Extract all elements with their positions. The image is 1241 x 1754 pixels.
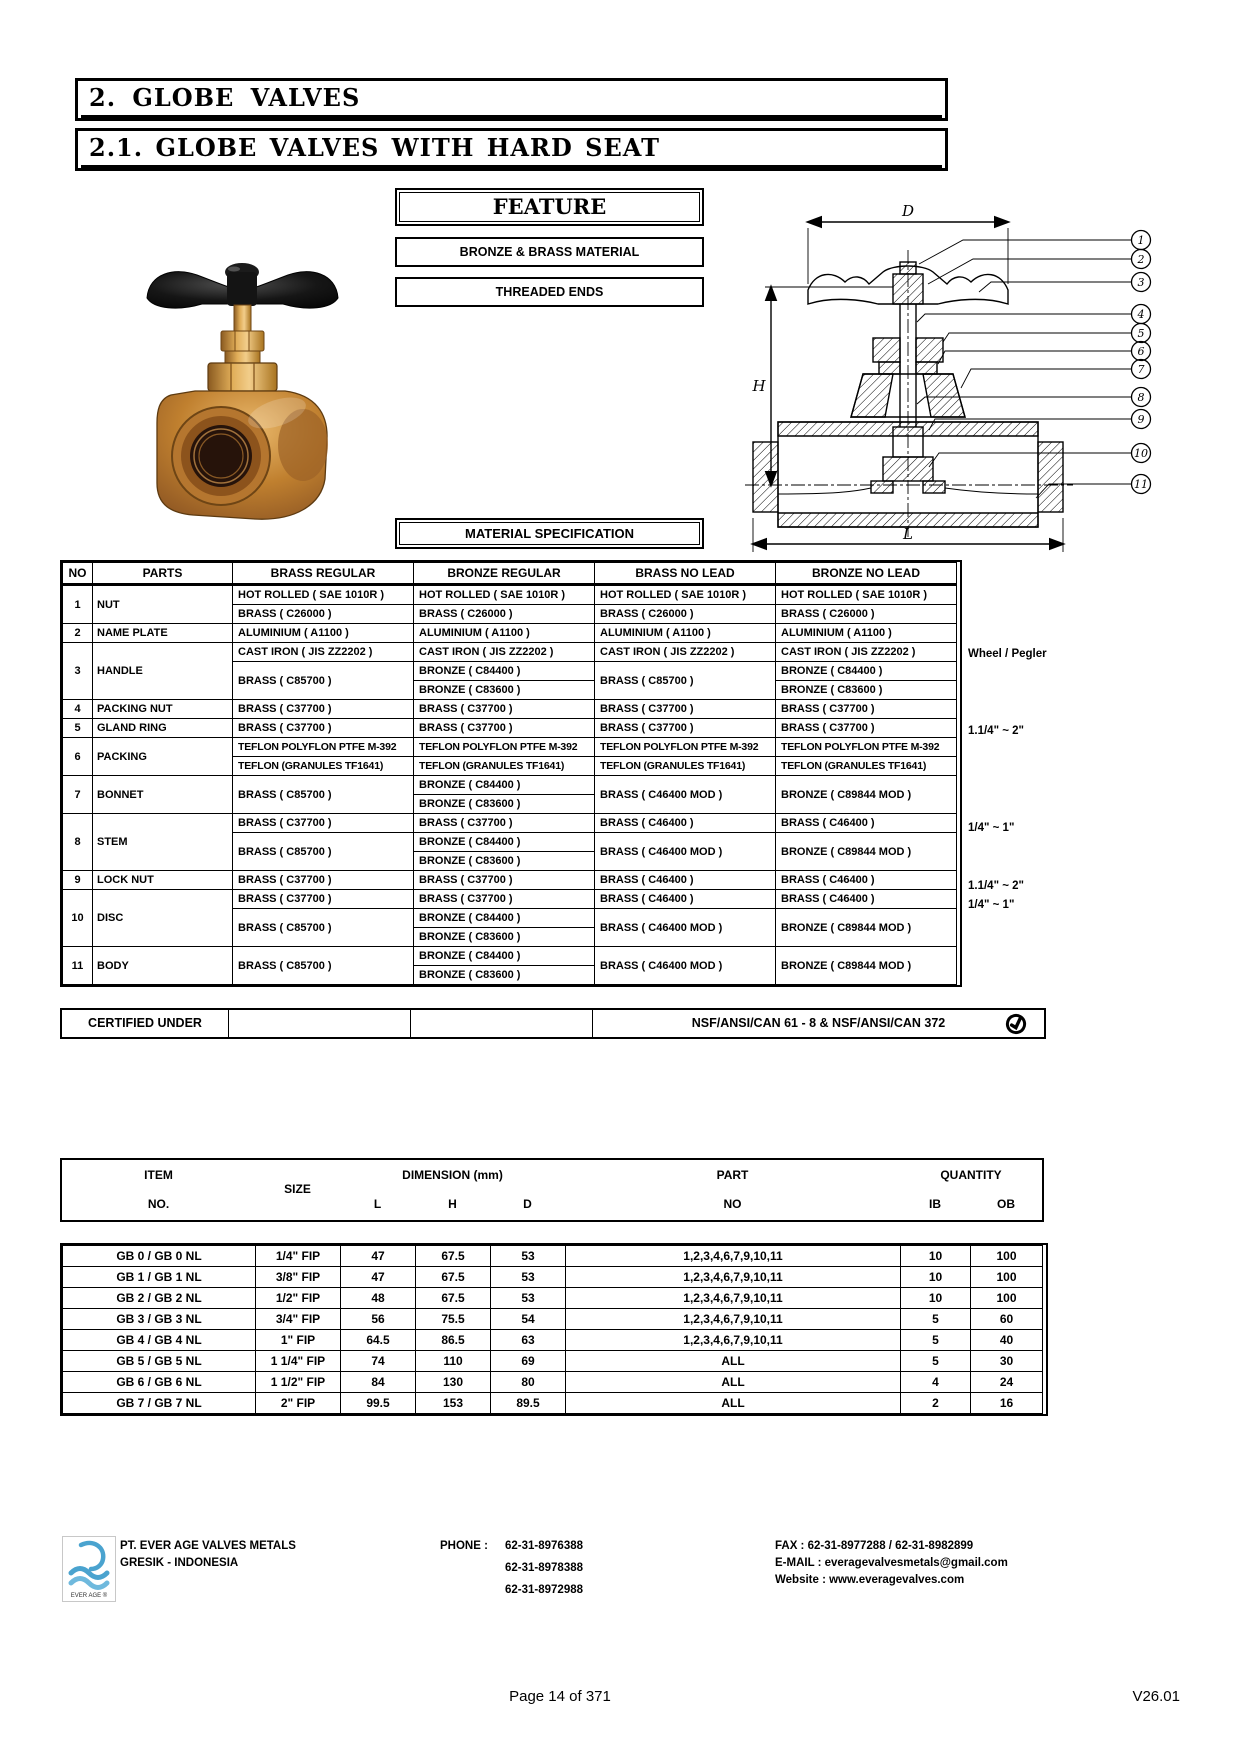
dim-header-dimension: DIMENSION (mm) <box>402 1168 503 1182</box>
table-cell: ALL <box>566 1393 901 1414</box>
table-cell: GB 4 / GB 4 NL <box>63 1330 256 1351</box>
table-cell: 60 <box>971 1309 1043 1330</box>
section-title: 2. GLOBE VALVES <box>81 81 942 118</box>
table-cell: 10 <box>901 1288 971 1309</box>
spec-header-row <box>63 563 957 585</box>
table-cell: BRASS ( C85700 ) <box>233 662 414 700</box>
table-cell: BRASS ( C37700 ) <box>414 814 595 833</box>
table-cell: 54 <box>491 1309 566 1330</box>
table-cell: 100 <box>971 1246 1043 1267</box>
table-row <box>63 738 957 757</box>
feature-heading-box <box>395 188 704 226</box>
spec-heading: MATERIAL SPECIFICATION <box>399 522 700 545</box>
table-cell: 40 <box>971 1330 1043 1351</box>
table-row <box>63 1267 1043 1288</box>
table-cell: BRONZE ( C84400 ) <box>414 947 595 966</box>
table-cell: BRASS ( C46400 ) <box>776 890 957 909</box>
table-cell: 100 <box>971 1288 1043 1309</box>
table-cell: 1,2,3,4,6,7,9,10,11 <box>566 1246 901 1267</box>
table-cell: 48 <box>341 1288 416 1309</box>
table-cell: BRONZE ( C89844 MOD ) <box>776 909 957 947</box>
table-cell: 1 1/2" FIP <box>256 1372 341 1393</box>
table-cell: BRASS ( C26000 ) <box>776 605 957 624</box>
table-cell: 1/4" FIP <box>256 1246 341 1267</box>
table-cell: ALUMINIUM ( A1100 ) <box>233 624 414 643</box>
version-label: V26.01 <box>1132 1688 1180 1705</box>
feature-item-material: BRONZE & BRASS MATERIAL <box>459 245 640 259</box>
table-cell: TEFLON (GRANULES TF1641) <box>776 757 957 776</box>
table-cell: GB 6 / GB 6 NL <box>63 1372 256 1393</box>
table-cell: BRONZE ( C83600 ) <box>776 681 957 700</box>
table-cell: 53 <box>491 1267 566 1288</box>
table-row <box>63 700 957 719</box>
table-cell: ALUMINIUM ( A1100 ) <box>595 624 776 643</box>
table-cell: 53 <box>491 1246 566 1267</box>
table-cell: TEFLON (GRANULES TF1641) <box>414 757 595 776</box>
table-cell: 1" FIP <box>256 1330 341 1351</box>
table-cell: BRASS ( C26000 ) <box>595 605 776 624</box>
spec-col-bronze-no-lead: BRONZE NO LEAD <box>776 563 957 585</box>
balloon-number: 11 <box>1134 478 1148 491</box>
subsection-title: 2.1. GLOBE VALVES WITH HARD SEAT <box>81 131 942 168</box>
balloon-number: 1 <box>1137 234 1145 247</box>
table-cell: BRASS ( C46400 ) <box>595 871 776 890</box>
table-cell: 8 <box>63 814 93 871</box>
table-cell: BONNET <box>93 776 233 814</box>
website-line: Website : www.everagevalves.com <box>775 1574 965 1586</box>
table-cell: CAST IRON ( JIS ZZ2202 ) <box>776 643 957 662</box>
table-row <box>63 1393 1043 1414</box>
valve-photo <box>135 243 350 528</box>
table-cell: BRASS ( C46400 ) <box>595 890 776 909</box>
table-cell: 3 <box>63 643 93 700</box>
table-cell: 75.5 <box>416 1309 491 1330</box>
table-cell: BRASS ( C37700 ) <box>233 719 414 738</box>
table-cell: BRASS ( C46400 ) <box>776 814 957 833</box>
table-cell: 47 <box>341 1267 416 1288</box>
table-cell: HOT ROLLED ( SAE 1010R ) <box>776 585 957 605</box>
table-cell: CAST IRON ( JIS ZZ2202 ) <box>233 643 414 662</box>
table-cell: BODY <box>93 947 233 985</box>
table-cell: BRONZE ( C89844 MOD ) <box>776 947 957 985</box>
table-cell: BRASS ( C26000 ) <box>233 605 414 624</box>
subsection-title-bar <box>75 128 948 171</box>
table-cell: CAST IRON ( JIS ZZ2202 ) <box>414 643 595 662</box>
company-logo <box>62 1536 116 1602</box>
table-cell: GB 1 / GB 1 NL <box>63 1267 256 1288</box>
certified-empty-cell <box>411 1010 593 1037</box>
section-title-bar <box>75 78 948 121</box>
table-cell: TEFLON POLYFLON PTFE M-392 <box>776 738 957 757</box>
dim-label-l: L <box>903 525 913 543</box>
table-cell: TEFLON POLYFLON PTFE M-392 <box>595 738 776 757</box>
table-cell: BRONZE ( C84400 ) <box>414 776 595 795</box>
table-cell: 47 <box>341 1246 416 1267</box>
table-cell: TEFLON (GRANULES TF1641) <box>595 757 776 776</box>
table-cell: HANDLE <box>93 643 233 700</box>
table-row <box>63 814 957 833</box>
table-cell: ALL <box>566 1351 901 1372</box>
table-cell: 1,2,3,4,6,7,9,10,11 <box>566 1309 901 1330</box>
table-cell: BRASS ( C37700 ) <box>233 700 414 719</box>
table-cell: 1,2,3,4,6,7,9,10,11 <box>566 1330 901 1351</box>
table-cell: 1 1/4" FIP <box>256 1351 341 1372</box>
table-cell: 6 <box>63 738 93 776</box>
table-row <box>63 643 957 662</box>
table-cell: BRONZE ( C84400 ) <box>414 909 595 928</box>
table-cell: 100 <box>971 1267 1043 1288</box>
dim-header-quantity: QUANTITY <box>940 1168 1002 1182</box>
table-cell: BRASS ( C37700 ) <box>414 890 595 909</box>
table-cell: DISC <box>93 890 233 947</box>
table-cell: 1,2,3,4,6,7,9,10,11 <box>566 1288 901 1309</box>
table-row <box>63 1372 1043 1393</box>
table-cell: HOT ROLLED ( SAE 1010R ) <box>595 585 776 605</box>
table-cell: BRONZE ( C83600 ) <box>414 852 595 871</box>
certified-value: NSF/ANSI/CAN 61 - 8 & NSF/ANSI/CAN 372 <box>691 1016 946 1030</box>
phone-number-3: 62-31-8972988 <box>505 1584 584 1596</box>
table-cell: 53 <box>491 1288 566 1309</box>
dim-header-part: PART <box>716 1168 749 1182</box>
table-cell: BRONZE ( C84400 ) <box>776 662 957 681</box>
fax-line: FAX : 62-31-8977288 / 62-31-8982899 <box>775 1540 974 1552</box>
balloon-number: 3 <box>1137 276 1145 289</box>
table-cell: 24 <box>971 1372 1043 1393</box>
balloon-number: 10 <box>1134 447 1148 460</box>
phone-number-2: 62-31-8978388 <box>505 1562 584 1574</box>
dim-table-wrap <box>60 1243 1048 1416</box>
table-cell: 10 <box>63 890 93 947</box>
table-cell: LOCK NUT <box>93 871 233 890</box>
dim-header-item-no: NO. <box>147 1197 170 1211</box>
table-cell: BRASS ( C85700 ) <box>233 909 414 947</box>
table-row <box>63 1288 1043 1309</box>
table-cell: 64.5 <box>341 1330 416 1351</box>
spec-col-bronze-regular: BRONZE REGULAR <box>414 563 595 585</box>
table-cell: 130 <box>416 1372 491 1393</box>
email-line: E-MAIL : everagevalvesmetals@gmail.com <box>775 1557 1008 1569</box>
balloon-number: 7 <box>1137 363 1145 376</box>
table-cell: NAME PLATE <box>93 624 233 643</box>
dim-header-ob: OB <box>997 1197 1015 1211</box>
dim-label-d: D <box>901 202 915 220</box>
dimension-table <box>62 1245 1043 1414</box>
annotation-disc: 1/4" ~ 1" <box>968 899 1015 911</box>
table-cell: BRASS ( C85700 ) <box>233 833 414 871</box>
balloon-number: 2 <box>1137 253 1145 266</box>
feature-item-box <box>395 277 704 307</box>
certification-mark-icon <box>1004 1012 1028 1036</box>
table-cell: 4 <box>901 1372 971 1393</box>
table-cell: TEFLON POLYFLON PTFE M-392 <box>414 738 595 757</box>
table-cell: BRASS ( C46400 ) <box>595 814 776 833</box>
table-cell: 99.5 <box>341 1393 416 1414</box>
spec-col-brass-regular: BRASS REGULAR <box>233 563 414 585</box>
table-cell: 69 <box>491 1351 566 1372</box>
table-row <box>63 890 957 909</box>
certified-value-cell <box>593 1010 1044 1037</box>
table-row <box>63 719 957 738</box>
table-cell: 10 <box>901 1267 971 1288</box>
balloon-number: 9 <box>1137 413 1145 426</box>
table-cell: BRASS ( C37700 ) <box>414 719 595 738</box>
dim-header-item: ITEM <box>144 1168 173 1182</box>
table-cell: 74 <box>341 1351 416 1372</box>
table-cell: 153 <box>416 1393 491 1414</box>
balloon-number: 5 <box>1137 327 1145 340</box>
table-cell: 63 <box>491 1330 566 1351</box>
table-cell: GB 7 / GB 7 NL <box>63 1393 256 1414</box>
table-cell: 1,2,3,4,6,7,9,10,11 <box>566 1267 901 1288</box>
feature-item-threaded: THREADED ENDS <box>495 285 604 299</box>
page-number: Page 14 of 371 <box>509 1688 611 1705</box>
table-cell: BRONZE ( C83600 ) <box>414 928 595 947</box>
table-cell: 5 <box>901 1351 971 1372</box>
table-cell: NUT <box>93 585 233 624</box>
table-cell: 110 <box>416 1351 491 1372</box>
spec-col-parts: PARTS <box>93 563 233 585</box>
table-cell: ALUMINIUM ( A1100 ) <box>776 624 957 643</box>
table-cell: 5 <box>63 719 93 738</box>
table-cell: BRASS ( C37700 ) <box>414 871 595 890</box>
table-cell: BRASS ( C85700 ) <box>595 662 776 700</box>
table-cell: 4 <box>63 700 93 719</box>
table-cell: BRASS ( C37700 ) <box>414 700 595 719</box>
spec-col-brass-no-lead: BRASS NO LEAD <box>595 563 776 585</box>
table-cell: 84 <box>341 1372 416 1393</box>
spec-table-wrap <box>60 560 962 987</box>
table-cell: 67.5 <box>416 1246 491 1267</box>
table-cell: 67.5 <box>416 1267 491 1288</box>
certified-empty-cell <box>229 1010 411 1037</box>
table-cell: 2 <box>901 1393 971 1414</box>
company-name: PT. EVER AGE VALVES METALS <box>120 1540 296 1552</box>
table-cell: GB 2 / GB 2 NL <box>63 1288 256 1309</box>
table-cell: BRONZE ( C84400 ) <box>414 662 595 681</box>
dim-label-h: H <box>752 377 766 395</box>
table-cell: GLAND RING <box>93 719 233 738</box>
table-cell: HOT ROLLED ( SAE 1010R ) <box>414 585 595 605</box>
table-cell: 16 <box>971 1393 1043 1414</box>
table-row <box>63 624 957 643</box>
spec-table-body <box>63 585 957 985</box>
company-city: GRESIK - INDONESIA <box>120 1557 239 1569</box>
table-cell: BRASS ( C46400 MOD ) <box>595 947 776 985</box>
table-row <box>63 776 957 795</box>
table-cell: 89.5 <box>491 1393 566 1414</box>
dim-header-d: D <box>523 1197 532 1211</box>
feature-item-box <box>395 237 704 267</box>
dim-table-header <box>60 1158 1044 1222</box>
table-cell: GB 0 / GB 0 NL <box>63 1246 256 1267</box>
table-row <box>63 585 957 605</box>
valve-diagram <box>733 192 1203 570</box>
table-cell: BRASS ( C46400 ) <box>776 871 957 890</box>
table-cell: TEFLON (GRANULES TF1641) <box>233 757 414 776</box>
table-cell: BRASS ( C46400 MOD ) <box>595 776 776 814</box>
table-cell: GB 5 / GB 5 NL <box>63 1351 256 1372</box>
table-cell: 67.5 <box>416 1288 491 1309</box>
table-cell: 9 <box>63 871 93 890</box>
ever-age-logo-icon <box>63 1537 115 1601</box>
dim-table-body <box>63 1246 1043 1414</box>
table-cell: BRONZE ( C83600 ) <box>414 795 595 814</box>
table-row <box>63 947 957 966</box>
table-cell: BRASS ( C37700 ) <box>233 871 414 890</box>
table-cell: PACKING NUT <box>93 700 233 719</box>
table-cell: CAST IRON ( JIS ZZ2202 ) <box>595 643 776 662</box>
logo-text: EVER AGE ® <box>70 1593 108 1599</box>
table-cell: 2 <box>63 624 93 643</box>
table-cell: BRONZE ( C84400 ) <box>414 833 595 852</box>
table-row <box>63 1330 1043 1351</box>
table-row <box>63 1246 1043 1267</box>
dim-header-h: H <box>448 1197 457 1211</box>
balloon-number: 4 <box>1137 308 1145 321</box>
balloon-number: 6 <box>1137 345 1145 358</box>
phone-label: PHONE : <box>440 1540 488 1552</box>
certified-label: CERTIFIED UNDER <box>62 1010 229 1037</box>
certified-bar <box>60 1008 1046 1039</box>
feature-heading: FEATURE <box>399 192 700 222</box>
annotation-gland-ring: 1.1/4" ~ 2" <box>968 725 1024 737</box>
table-cell: PACKING <box>93 738 233 776</box>
table-cell: TEFLON POLYFLON PTFE M-392 <box>233 738 414 757</box>
dim-header-ib: IB <box>929 1197 941 1211</box>
table-cell: HOT ROLLED ( SAE 1010R ) <box>233 585 414 605</box>
balloon-number: 8 <box>1137 391 1145 404</box>
table-cell: BRASS ( C26000 ) <box>414 605 595 624</box>
annotation-stem: 1/4" ~ 1" <box>968 822 1015 834</box>
table-cell: 7 <box>63 776 93 814</box>
table-cell: 5 <box>901 1330 971 1351</box>
table-cell: 30 <box>971 1351 1043 1372</box>
table-cell: BRASS ( C46400 MOD ) <box>595 833 776 871</box>
table-cell: 1/2" FIP <box>256 1288 341 1309</box>
table-cell: 2" FIP <box>256 1393 341 1414</box>
table-cell: 5 <box>901 1309 971 1330</box>
table-row <box>63 871 957 890</box>
table-cell: GB 3 / GB 3 NL <box>63 1309 256 1330</box>
table-cell: 3/8" FIP <box>256 1267 341 1288</box>
table-cell: BRASS ( C37700 ) <box>233 814 414 833</box>
annotation-lock-nut: 1.1/4" ~ 2" <box>968 880 1024 892</box>
table-cell: BRONZE ( C89844 MOD ) <box>776 776 957 814</box>
table-cell: 10 <box>901 1246 971 1267</box>
table-cell: BRASS ( C37700 ) <box>776 700 957 719</box>
table-cell: BRONZE ( C83600 ) <box>414 966 595 985</box>
table-cell: BRONZE ( C83600 ) <box>414 681 595 700</box>
dim-header-l: L <box>373 1197 382 1211</box>
table-cell: BRASS ( C37700 ) <box>776 719 957 738</box>
table-cell: BRASS ( C37700 ) <box>595 719 776 738</box>
table-row <box>63 1309 1043 1330</box>
table-cell: 11 <box>63 947 93 985</box>
table-cell: BRASS ( C85700 ) <box>233 947 414 985</box>
table-cell: BRASS ( C37700 ) <box>233 890 414 909</box>
table-cell: BRASS ( C85700 ) <box>233 776 414 814</box>
table-cell: STEM <box>93 814 233 871</box>
table-cell: 80 <box>491 1372 566 1393</box>
table-cell: 86.5 <box>416 1330 491 1351</box>
table-cell: ALL <box>566 1372 901 1393</box>
dim-header-size: SIZE <box>284 1182 311 1196</box>
table-cell: 1 <box>63 585 93 624</box>
spec-heading-box <box>395 518 704 549</box>
spec-col-no: NO <box>63 563 93 585</box>
table-cell: 3/4" FIP <box>256 1309 341 1330</box>
table-cell: 56 <box>341 1309 416 1330</box>
table-cell: BRASS ( C46400 MOD ) <box>595 909 776 947</box>
table-cell: BRONZE ( C89844 MOD ) <box>776 833 957 871</box>
material-spec-table <box>62 562 957 985</box>
table-cell: ALUMINIUM ( A1100 ) <box>414 624 595 643</box>
table-row <box>63 1351 1043 1372</box>
annotation-handle: Wheel / Pegler <box>968 648 1047 660</box>
dim-header-part-no: NO <box>723 1197 742 1211</box>
phone-number-1: 62-31-8976388 <box>505 1540 584 1552</box>
table-cell: BRASS ( C37700 ) <box>595 700 776 719</box>
